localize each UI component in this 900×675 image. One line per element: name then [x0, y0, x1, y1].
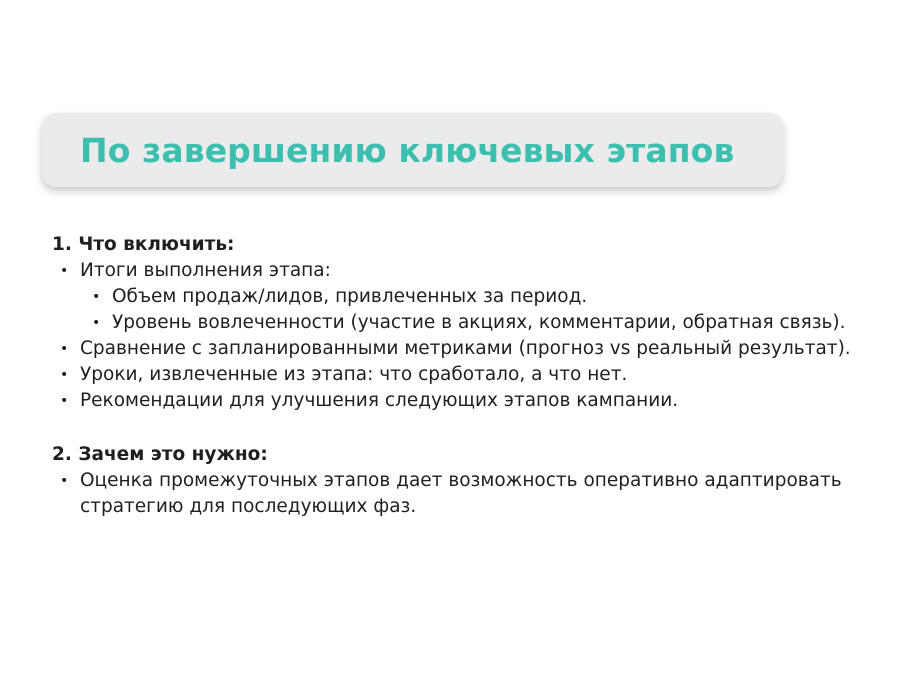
list-item-text: Оценка промежуточных этапов дает возможность оперативно адаптировать стратегию для последующих фаз. [80, 470, 842, 517]
section-spacer [52, 414, 872, 442]
list-item-text: Итоги выполнения этапа: [80, 260, 331, 281]
why-needed-list [52, 468, 872, 520]
list-item [52, 336, 872, 362]
list-item-text: Уроки, извлеченные из этапа: что сработало, а что нет. [80, 364, 628, 385]
bullet-icon: • [92, 289, 101, 305]
list-item [52, 258, 872, 284]
bullet-icon: • [60, 393, 69, 409]
sub-list-item [84, 284, 872, 310]
list-item [52, 362, 872, 388]
what-to-include-list [52, 258, 872, 414]
bullet-icon: • [60, 341, 69, 357]
bullet-icon: • [60, 263, 69, 279]
bullet-icon: • [92, 315, 101, 331]
title-card [42, 113, 783, 187]
bullet-icon: • [60, 367, 69, 383]
sub-list-item-text: Объем продаж/лидов, привлеченных за период. [112, 286, 588, 307]
list-item [52, 388, 872, 414]
sub-list-item [84, 310, 872, 336]
slide-title: По завершению ключевых этапов [80, 130, 735, 170]
content-body [52, 232, 872, 520]
bullet-icon: • [60, 473, 69, 489]
section-heading-what-to-include: 1. Что включить: [52, 234, 235, 255]
list-item-text: Рекомендации для улучшения следующих этапов кампании. [80, 390, 679, 411]
section-heading-why-needed: 2. Зачем это нужно: [52, 444, 268, 465]
list-item [52, 468, 872, 520]
list-item-text: Сравнение с запланированными метриками (прогноз vs реальный результат). [80, 338, 851, 359]
sub-list-item-text: Уровень вовлеченности (участие в акциях, комментарии, обратная связь). [112, 312, 846, 333]
